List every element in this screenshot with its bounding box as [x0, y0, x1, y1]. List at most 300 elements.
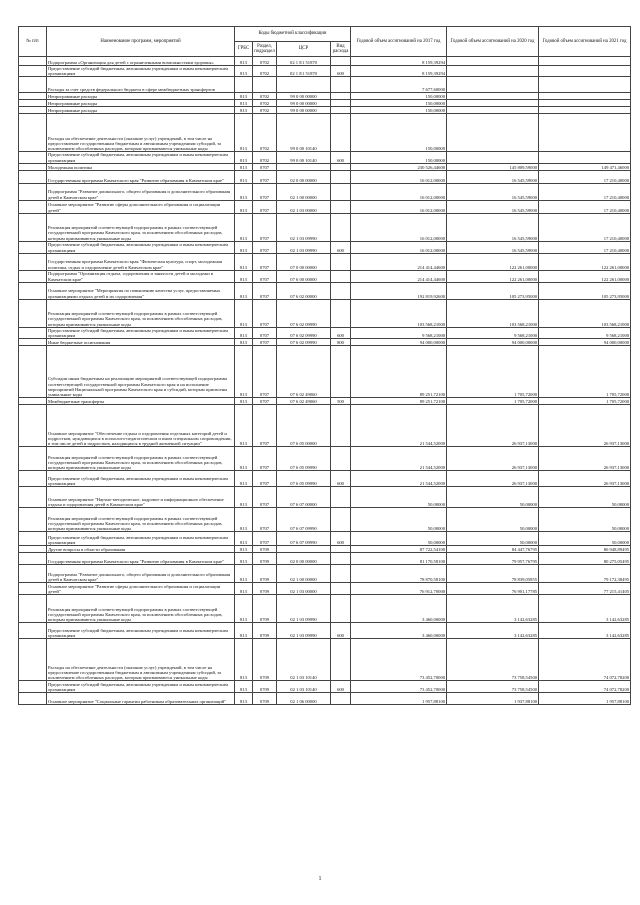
row-num-cell — [19, 595, 47, 623]
row-csr-cell — [277, 77, 331, 93]
row-2017-cell: 21 544,52000 — [351, 447, 447, 471]
row-2021-cell: 17 210,40000 — [539, 200, 631, 213]
row-num-cell — [19, 487, 47, 508]
row-2017-cell: 16 012,00000 — [351, 200, 447, 213]
row-razdel-cell: 0707 — [253, 299, 277, 327]
row-2017-cell: 16 012,00000 — [351, 241, 447, 253]
row-2021-cell: 1 957,88100 — [539, 693, 631, 705]
row-grbs-cell: 813 — [235, 327, 253, 338]
row-2021-cell: 77 215,41405 — [539, 583, 631, 595]
row-grbs-cell: 813 — [235, 100, 253, 107]
row-2021-cell: 80 275,05495 — [539, 553, 631, 565]
row-csr-cell: 99 0 00 00000 — [277, 93, 331, 100]
row-2017-cell: 78 870,58100 — [351, 565, 447, 583]
row-2021-cell — [539, 107, 631, 114]
row-2017-cell: 150,00000 — [351, 100, 447, 107]
row-vr-cell — [331, 163, 351, 170]
row-csr-cell: 02 1 03 09990 — [277, 241, 331, 253]
row-razdel-cell: 0707 — [253, 270, 277, 282]
row-vr-cell — [331, 253, 351, 270]
row-num-cell — [19, 282, 47, 299]
row-csr-cell: 02 0 00 00000 — [277, 170, 331, 183]
table-row — [19, 595, 631, 623]
row-grbs-cell: 813 — [235, 583, 253, 595]
row-razdel-cell: 0707 — [253, 447, 277, 471]
row-vr-cell — [331, 693, 351, 705]
row-2017-cell: 192 819,92600 — [351, 282, 447, 299]
row-grbs-cell: 813 — [235, 66, 253, 77]
row-2017-cell: 7 677,60000 — [351, 77, 447, 93]
row-2020-cell: 105 273,95000 — [447, 282, 539, 299]
row-grbs-cell: 813 — [235, 339, 253, 346]
row-csr-cell: 02 1 03 09990 — [277, 623, 331, 639]
row-grbs-cell: 813 — [235, 270, 253, 282]
table-row — [19, 681, 631, 693]
row-grbs-cell: 813 — [235, 93, 253, 100]
row-2021-cell: 1 705,72000 — [539, 398, 631, 405]
row-razdel-cell: 0707 — [253, 170, 277, 183]
row-vr-cell — [331, 270, 351, 282]
header-2021: Годовой объем ассигнований на 2021 год — [539, 27, 631, 57]
row-razdel-cell: 0707 — [253, 471, 277, 487]
table-row — [19, 508, 631, 532]
table-row — [19, 447, 631, 471]
row-grbs-cell: 813 — [235, 553, 253, 565]
row-name-cell: Предоставление субсидий бюджетным, автономным учреждениям и иным некоммерческим организациям — [47, 327, 235, 338]
row-csr-cell: 07 6 02 09990 — [277, 327, 331, 338]
table-row — [19, 77, 631, 93]
row-name-cell: Иные бюджетные ассигнования — [47, 339, 235, 346]
row-razdel-cell: 0709 — [253, 623, 277, 639]
row-csr-cell: 07 6 02 00000 — [277, 282, 331, 299]
row-csr-cell: 07 6 07 09990 — [277, 532, 331, 546]
row-csr-cell: 07 6 05 09990 — [277, 447, 331, 471]
header-razdel: Раздел, подраздел — [253, 42, 277, 57]
row-name-cell: Расходы за счет средств федерального бюджета в сфере межбюджетных трансфертов — [47, 77, 235, 93]
table-row — [19, 327, 631, 338]
row-razdel-cell: 0702 — [253, 66, 277, 77]
row-razdel-cell: 0707 — [253, 508, 277, 532]
row-2017-cell: 81 170,58100 — [351, 553, 447, 565]
row-csr-cell: 07 6 05 00000 — [277, 405, 331, 447]
row-2020-cell — [447, 66, 539, 77]
row-2021-cell — [539, 93, 631, 100]
row-vr-cell — [331, 170, 351, 183]
row-name-cell: Подпрограмма "Развитие дошкольного, общего образования и дополнительного образования детей в Камчатском крае" — [47, 565, 235, 583]
row-razdel-cell: 0707 — [253, 213, 277, 241]
row-name-cell: Реализация мероприятий соответствующей подпрограммы в рамках соответствующей государственной программы Камчатского края, за исключением обособленных расходов, которым присваиваются уникальные коды — [47, 213, 235, 241]
row-num-cell — [19, 163, 47, 170]
row-2017-cell: 3 460,00000 — [351, 623, 447, 639]
row-grbs-cell: 813 — [235, 639, 253, 681]
table-row — [19, 565, 631, 583]
row-name-cell: Расходы на обеспечение деятельности (оказание услуг) учреждений, в том числе на предоставление государственным бюджетным и автономным учреждениям субсидий, за исключением обособленных расходов, которым присваиваются уникальные коды — [47, 639, 235, 681]
table-row — [19, 532, 631, 546]
row-2021-cell — [539, 100, 631, 107]
row-2020-cell — [447, 93, 539, 100]
row-2020-cell: 84 447,76795 — [447, 546, 539, 553]
header-csr: ЦСР — [277, 42, 331, 57]
table-row — [19, 623, 631, 639]
row-num-cell — [19, 170, 47, 183]
row-vr-cell: 600 — [331, 66, 351, 77]
row-2021-cell: 17 210,40000 — [539, 213, 631, 241]
row-2021-cell: 149 471,46000 — [539, 163, 631, 170]
row-2017-cell: 50,00000 — [351, 532, 447, 546]
row-2017-cell: 8 159,39294 — [351, 66, 447, 77]
row-num-cell — [19, 553, 47, 565]
row-2017-cell: 150,00000 — [351, 114, 447, 152]
table-row — [19, 170, 631, 183]
row-2017-cell: 214 414,44600 — [351, 270, 447, 282]
row-razdel-cell: 0709 — [253, 681, 277, 693]
table-row — [19, 107, 631, 114]
table-row — [19, 299, 631, 327]
header-vr: Вид расхода — [331, 42, 351, 57]
table-row — [19, 152, 631, 163]
table-row — [19, 339, 631, 346]
row-2017-cell: 150,00000 — [351, 107, 447, 114]
row-vr-cell: 600 — [331, 471, 351, 487]
row-2020-cell: 79 957,76795 — [447, 553, 539, 565]
table-row — [19, 200, 631, 213]
row-vr-cell — [331, 57, 351, 66]
row-2021-cell: 50,00000 — [539, 532, 631, 546]
row-razdel-cell: 0707 — [253, 339, 277, 346]
row-2021-cell — [539, 152, 631, 163]
row-name-cell: Предоставление субсидий бюджетным, автономным учреждениям и иным некоммерческим организациям — [47, 532, 235, 546]
row-grbs-cell: 813 — [235, 398, 253, 405]
row-name-cell: Реализация мероприятий соответствующей подпрограммы в рамках соответствующей государственной программы Камчатского края, за исключением обособленных расходов, которым присваиваются уникальные коды — [47, 447, 235, 471]
row-2020-cell: 16 545,59000 — [447, 170, 539, 183]
row-2020-cell: 76 901,17785 — [447, 583, 539, 595]
row-csr-cell — [277, 163, 331, 170]
row-2020-cell — [447, 57, 539, 66]
row-2020-cell: 9 568,21000 — [447, 327, 539, 338]
row-grbs-cell: 813 — [235, 532, 253, 546]
row-name-cell: Реализация мероприятий соответствующей подпрограммы в рамках соответствующей государственной программы Камчатского края, за исключением обособленных расходов, которым присваиваются уникальные коды — [47, 595, 235, 623]
row-2020-cell — [447, 100, 539, 107]
row-2017-cell: 21 544,52000 — [351, 471, 447, 487]
row-razdel-cell: 0707 — [253, 532, 277, 546]
row-name-cell: Молодежная политика — [47, 163, 235, 170]
row-2020-cell: 50,00000 — [447, 532, 539, 546]
row-razdel-cell: 0707 — [253, 346, 277, 398]
row-grbs-cell: 813 — [235, 282, 253, 299]
row-razdel-cell — [253, 77, 277, 93]
row-vr-cell — [331, 405, 351, 447]
row-2020-cell: 16 545,59000 — [447, 241, 539, 253]
row-num-cell — [19, 270, 47, 282]
row-name-cell: Основное мероприятие "Развитие сферы дополнительного образования и социализации детей" — [47, 200, 235, 213]
row-razdel-cell: 0707 — [253, 282, 277, 299]
row-name-cell: Подпрограмма «Организация для детей с ограниченными возможностями здоровья» — [47, 57, 235, 66]
table-row — [19, 183, 631, 200]
row-2020-cell: 26 937,13000 — [447, 447, 539, 471]
row-vr-cell — [331, 93, 351, 100]
header-name: Наименование программ, мероприятий — [47, 27, 235, 57]
row-grbs-cell: 813 — [235, 546, 253, 553]
row-2020-cell: 1 705,72000 — [447, 398, 539, 405]
row-name-cell: Предоставление субсидий бюджетным, автономным учреждениям и иным некоммерческим организациям — [47, 681, 235, 693]
row-name-cell: Субсидии иным бюджетным на реализацию мероприятий соответствующей подпрограммы соответствующей государственной программы Камчатского края и на исполнение мероприятий Национальной программы Камчатского края и субсидий, которым присвоены уникальные коды — [47, 346, 235, 398]
page-number: 1 — [318, 876, 322, 882]
row-csr-cell: 07 6 02 49060 — [277, 346, 331, 398]
row-razdel-cell: 0702 — [253, 114, 277, 152]
row-name-cell: Межбюджетные трансферты — [47, 398, 235, 405]
row-2021-cell: 1 705,72000 — [539, 346, 631, 398]
row-2021-cell: 103 568,21000 — [539, 299, 631, 327]
row-2021-cell: 17 210,40000 — [539, 183, 631, 200]
row-razdel-cell: 0707 — [253, 183, 277, 200]
table-row — [19, 163, 631, 170]
table-row — [19, 66, 631, 77]
row-2020-cell: 16 545,59000 — [447, 200, 539, 213]
row-vr-cell — [331, 200, 351, 213]
row-grbs-cell: 813 — [235, 623, 253, 639]
table-row — [19, 471, 631, 487]
row-razdel-cell: 0702 — [253, 107, 277, 114]
row-vr-cell — [331, 487, 351, 508]
row-name-cell: Другие вопросы в области образования — [47, 546, 235, 553]
row-vr-cell: 600 — [331, 532, 351, 546]
table-row — [19, 583, 631, 595]
row-2017-cell: 21 544,52000 — [351, 405, 447, 447]
row-2017-cell: 3 460,00000 — [351, 595, 447, 623]
row-2021-cell: 122 261,00000 — [539, 270, 631, 282]
row-razdel-cell: 0707 — [253, 163, 277, 170]
row-vr-cell — [331, 565, 351, 583]
row-2021-cell: 122 261,00000 — [539, 253, 631, 270]
budget-table-sheet — [18, 26, 630, 705]
row-razdel-cell: 0709 — [253, 565, 277, 583]
row-num-cell — [19, 346, 47, 398]
row-razdel-cell: 0702 — [253, 100, 277, 107]
row-grbs-cell: 813 — [235, 595, 253, 623]
row-2017-cell: 16 012,00000 — [351, 183, 447, 200]
row-2020-cell: 26 937,13000 — [447, 405, 539, 447]
row-num-cell — [19, 398, 47, 405]
row-2020-cell: 103 568,21000 — [447, 299, 539, 327]
row-grbs-cell: 813 — [235, 471, 253, 487]
row-vr-cell: 500 — [331, 398, 351, 405]
table-row — [19, 553, 631, 565]
row-name-cell: Предоставление субсидий бюджетным, автономным учреждениям и иным некоммерческим организациям — [47, 152, 235, 163]
table-row — [19, 398, 631, 405]
row-grbs-cell: 813 — [235, 163, 253, 170]
row-name-cell: Реализация мероприятий соответствующей подпрограммы в рамках соответствующей государственной программы Камчатского края, за исключением обособленных расходов, которым присваиваются уникальные коды — [47, 508, 235, 532]
row-csr-cell: 02 1 00 00000 — [277, 183, 331, 200]
row-csr-cell: 07 6 02 49060 — [277, 398, 331, 405]
row-csr-cell: 07 0 00 00000 — [277, 253, 331, 270]
row-razdel-cell: 0707 — [253, 398, 277, 405]
row-2020-cell — [447, 107, 539, 114]
row-name-cell: Предоставление субсидий бюджетным, автономным учреждениям и иным некоммерческим организациям — [47, 623, 235, 639]
row-num-cell — [19, 405, 47, 447]
row-csr-cell: 02 1 03 10140 — [277, 639, 331, 681]
row-num-cell — [19, 57, 47, 66]
row-2021-cell: 9 568,21000 — [539, 327, 631, 338]
row-vr-cell — [331, 299, 351, 327]
row-2021-cell: 3 142,63285 — [539, 595, 631, 623]
row-2021-cell: 94 000,00000 — [539, 339, 631, 346]
row-razdel-cell: 0709 — [253, 639, 277, 681]
row-vr-cell — [331, 553, 351, 565]
row-2021-cell: 86 948,89495 — [539, 546, 631, 553]
row-num-cell — [19, 508, 47, 532]
row-num-cell — [19, 66, 47, 77]
row-csr-cell: 02 1 03 00000 — [277, 200, 331, 213]
row-num-cell — [19, 213, 47, 241]
row-razdel-cell: 0707 — [253, 487, 277, 508]
row-vr-cell — [331, 508, 351, 532]
row-2017-cell: 94 000,00000 — [351, 339, 447, 346]
row-vr-cell — [331, 583, 351, 595]
row-num-cell — [19, 339, 47, 346]
row-2017-cell: 150,00000 — [351, 93, 447, 100]
row-2020-cell: 122 261,00000 — [447, 270, 539, 282]
row-csr-cell: 99 0 00 00000 — [277, 100, 331, 107]
row-vr-cell: 600 — [331, 241, 351, 253]
table-row — [19, 100, 631, 107]
row-2021-cell: 74 072,78200 — [539, 681, 631, 693]
row-grbs-cell: 813 — [235, 299, 253, 327]
table-row — [19, 270, 631, 282]
row-2017-cell: 73 452,70000 — [351, 639, 447, 681]
row-vr-cell: 600 — [331, 327, 351, 338]
row-num-cell — [19, 471, 47, 487]
header-kbk: Коды бюджетной классификации — [235, 27, 351, 42]
row-razdel-cell: 0707 — [253, 241, 277, 253]
row-num-cell — [19, 623, 47, 639]
row-csr-cell: 99 0 00 10140 — [277, 114, 331, 152]
row-vr-cell: 600 — [331, 681, 351, 693]
row-vr-cell — [331, 77, 351, 93]
row-2021-cell: 17 210,40000 — [539, 170, 631, 183]
row-razdel-cell: 0707 — [253, 200, 277, 213]
row-2017-cell: 89 251,72100 — [351, 346, 447, 398]
row-grbs-cell: 813 — [235, 405, 253, 447]
row-2017-cell: 76 912,70000 — [351, 583, 447, 595]
row-2021-cell: 17 210,40000 — [539, 241, 631, 253]
row-num-cell — [19, 200, 47, 213]
table-row — [19, 693, 631, 705]
row-csr-cell: 02 1 Е1 51870 — [277, 57, 331, 66]
row-grbs-cell: 813 — [235, 183, 253, 200]
budget-table-body — [19, 57, 631, 705]
row-2017-cell: 16 012,00000 — [351, 170, 447, 183]
row-num-cell — [19, 152, 47, 163]
row-2020-cell: 1 705,72000 — [447, 346, 539, 398]
row-vr-cell — [331, 282, 351, 299]
row-num-cell — [19, 447, 47, 471]
row-2017-cell: 16 012,00000 — [351, 213, 447, 241]
row-vr-cell — [331, 546, 351, 553]
row-name-cell: Государственная программа Камчатского края "Физическая культура, спорт, молодежная политика, отдых и оздоровление детей в Камчатском крае" — [47, 253, 235, 270]
row-razdel-cell: 0702 — [253, 57, 277, 66]
row-2020-cell: 3 142,63285 — [447, 595, 539, 623]
row-num-cell — [19, 183, 47, 200]
row-2020-cell: 16 545,59000 — [447, 183, 539, 200]
row-razdel-cell: 0709 — [253, 583, 277, 595]
row-csr-cell: 07 6 02 09990 — [277, 339, 331, 346]
header-2017: Годовой объем ассигнований на 2017 год — [351, 27, 447, 57]
row-name-cell: Непрограммные расходы — [47, 93, 235, 100]
row-name-cell: Основное мероприятие "Социальные гарантии работникам образовательных организаций" — [47, 693, 235, 705]
row-razdel-cell: 0707 — [253, 405, 277, 447]
row-grbs-cell: 813 — [235, 107, 253, 114]
row-2020-cell: 73 758,54500 — [447, 639, 539, 681]
row-num-cell — [19, 693, 47, 705]
row-num-cell — [19, 253, 47, 270]
row-2021-cell: 50,00000 — [539, 508, 631, 532]
row-grbs-cell: 813 — [235, 447, 253, 471]
row-2021-cell — [539, 114, 631, 152]
row-name-cell: Подпрограмма "Развитие дошкольного, общего образования и дополнительного образования детей в Камчатском крае" — [47, 183, 235, 200]
row-2020-cell: 73 758,54500 — [447, 681, 539, 693]
row-2017-cell: 150,00000 — [351, 152, 447, 163]
row-2020-cell: 1 937,88100 — [447, 693, 539, 705]
row-2021-cell: 26 937,13000 — [539, 447, 631, 471]
row-razdel-cell: 0702 — [253, 152, 277, 163]
table-row — [19, 405, 631, 447]
row-2021-cell: 74 072,78200 — [539, 639, 631, 681]
row-csr-cell: 02 1 Е1 51870 — [277, 66, 331, 77]
row-num-cell — [19, 241, 47, 253]
row-2020-cell — [447, 152, 539, 163]
row-2020-cell: 3 142,63285 — [447, 623, 539, 639]
row-2017-cell: 87 722,54100 — [351, 546, 447, 553]
row-grbs-cell: 813 — [235, 213, 253, 241]
row-2020-cell: 78 839,05855 — [447, 565, 539, 583]
row-2021-cell — [539, 57, 631, 66]
row-grbs-cell: 813 — [235, 487, 253, 508]
row-2021-cell: 105 273,95000 — [539, 282, 631, 299]
row-name-cell: Реализация мероприятий соответствующей подпрограммы в рамках соответствующей государственной программы Камчатского края, за исключением обособленных расходов, которым присваиваются уникальные коды — [47, 299, 235, 327]
row-num-cell — [19, 107, 47, 114]
row-razdel-cell: 0707 — [253, 253, 277, 270]
row-csr-cell: 02 1 06 00000 — [277, 693, 331, 705]
row-2020-cell: 26 937,13000 — [447, 471, 539, 487]
row-num-cell — [19, 93, 47, 100]
row-grbs-cell: 813 — [235, 241, 253, 253]
table-row — [19, 546, 631, 553]
row-2020-cell: 145 809,59000 — [447, 163, 539, 170]
budget-table — [18, 26, 631, 705]
row-num-cell — [19, 546, 47, 553]
row-2017-cell: 9 568,21000 — [351, 327, 447, 338]
row-2020-cell: 94 000,00000 — [447, 339, 539, 346]
row-2021-cell: 26 937,13000 — [539, 471, 631, 487]
row-csr-cell: 07 6 05 09990 — [277, 471, 331, 487]
row-vr-cell — [331, 595, 351, 623]
row-2020-cell — [447, 77, 539, 93]
row-2017-cell: 214 414,44600 — [351, 253, 447, 270]
row-num-cell — [19, 639, 47, 681]
row-vr-cell — [331, 183, 351, 200]
row-grbs-cell: 813 — [235, 152, 253, 163]
row-name-cell: Непрограммные расходы — [47, 100, 235, 107]
row-2020-cell — [447, 114, 539, 152]
row-grbs-cell: 813 — [235, 565, 253, 583]
row-csr-cell: 07 6 07 00000 — [277, 487, 331, 508]
row-vr-cell — [331, 346, 351, 398]
row-name-cell: Государственная программа Камчатского края "Развитие образования в Камчатском крае" — [47, 553, 235, 565]
row-2020-cell: 50,00000 — [447, 487, 539, 508]
row-vr-cell — [331, 447, 351, 471]
table-row — [19, 114, 631, 152]
table-row — [19, 57, 631, 66]
